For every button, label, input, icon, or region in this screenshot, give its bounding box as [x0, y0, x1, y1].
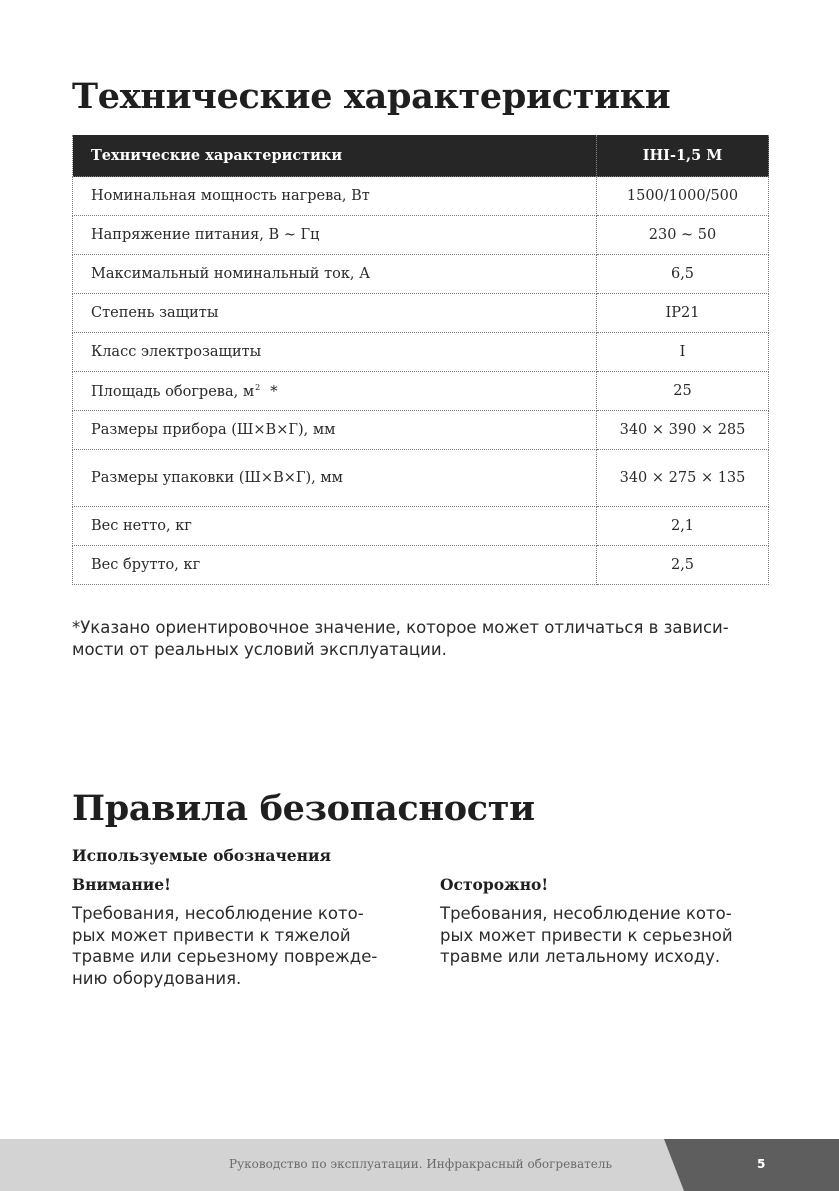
row-label: Максимальный номинальный ток, А	[73, 255, 597, 294]
footnote-marker: *	[270, 383, 278, 400]
table-row	[73, 372, 769, 411]
footer-accent	[664, 1139, 839, 1191]
warning-title: Внимание!	[72, 875, 171, 894]
table-row	[73, 411, 769, 450]
table-row	[73, 333, 769, 372]
table-header-row	[73, 135, 769, 177]
footnote	[72, 617, 772, 661]
page-title: Технические характеристики	[72, 76, 671, 117]
row-value: 25	[597, 372, 769, 411]
page-number: 5	[757, 1157, 766, 1171]
column-header-model: IHI-1,5 M	[597, 135, 769, 177]
caution-line: травме или летальному исходу.	[440, 947, 721, 966]
warning-text	[72, 903, 377, 989]
warning-line: нию оборудования.	[72, 968, 242, 988]
table-row	[73, 294, 769, 333]
row-label: Площадь обогрева, м	[91, 383, 255, 400]
footnote-line: мости от реальных условий эксплуатации.	[72, 640, 447, 659]
row-value: 2,5	[597, 546, 769, 585]
warning-line: рых может привести к тяжелой	[72, 925, 351, 945]
table-row	[73, 507, 769, 546]
row-value: 230 ~ 50	[597, 216, 769, 255]
table-row	[73, 450, 769, 507]
footer-text: Руководство по эксплуатации. Инфракрасный обогреватель	[229, 1157, 612, 1171]
table-row	[73, 546, 769, 585]
safety-title: Правила безопасности	[72, 788, 535, 829]
row-value: 1500/1000/500	[597, 177, 769, 216]
row-value: 2,1	[597, 507, 769, 546]
row-label: Класс электрозащиты	[73, 333, 597, 372]
caution-line: рых может привести к серьезной	[440, 925, 733, 945]
table-row	[73, 177, 769, 216]
caution-line: Требования, несоблюдение кото-	[440, 904, 732, 923]
row-label-cell	[73, 372, 597, 411]
row-value: 340 × 390 × 285	[597, 411, 769, 450]
row-value: I	[597, 333, 769, 372]
caution-text	[440, 903, 733, 968]
warning-line: травме или серьезному поврежде-	[72, 947, 378, 966]
row-label: Размеры прибора (Ш×В×Г), мм	[73, 411, 597, 450]
table-row	[73, 216, 769, 255]
footnote-line: *Указано ориентировочное значение, которое может отличаться в зависи-	[72, 618, 729, 637]
row-value: IP21	[597, 294, 769, 333]
row-label: Вес брутто, кг	[73, 546, 597, 585]
warning-line: Требования, несоблюдение кото-	[72, 904, 364, 923]
row-value: 340 × 275 × 135	[597, 450, 769, 507]
row-value: 6,5	[597, 255, 769, 294]
row-label: Номинальная мощность нагрева, Вт	[73, 177, 597, 216]
table-row	[73, 255, 769, 294]
row-label: Напряжение питания, В ~ Гц	[73, 216, 597, 255]
page-footer	[0, 1139, 839, 1191]
caution-title: Осторожно!	[440, 875, 549, 894]
symbols-subtitle: Используемые обозначения	[72, 846, 331, 865]
column-header-param: Технические характеристики	[73, 135, 597, 177]
spec-table	[72, 135, 769, 585]
row-label: Размеры упаковки (Ш×В×Г), мм	[73, 450, 597, 507]
row-label: Степень защиты	[73, 294, 597, 333]
row-label: Вес нетто, кг	[73, 507, 597, 546]
superscript: 2	[255, 382, 261, 392]
